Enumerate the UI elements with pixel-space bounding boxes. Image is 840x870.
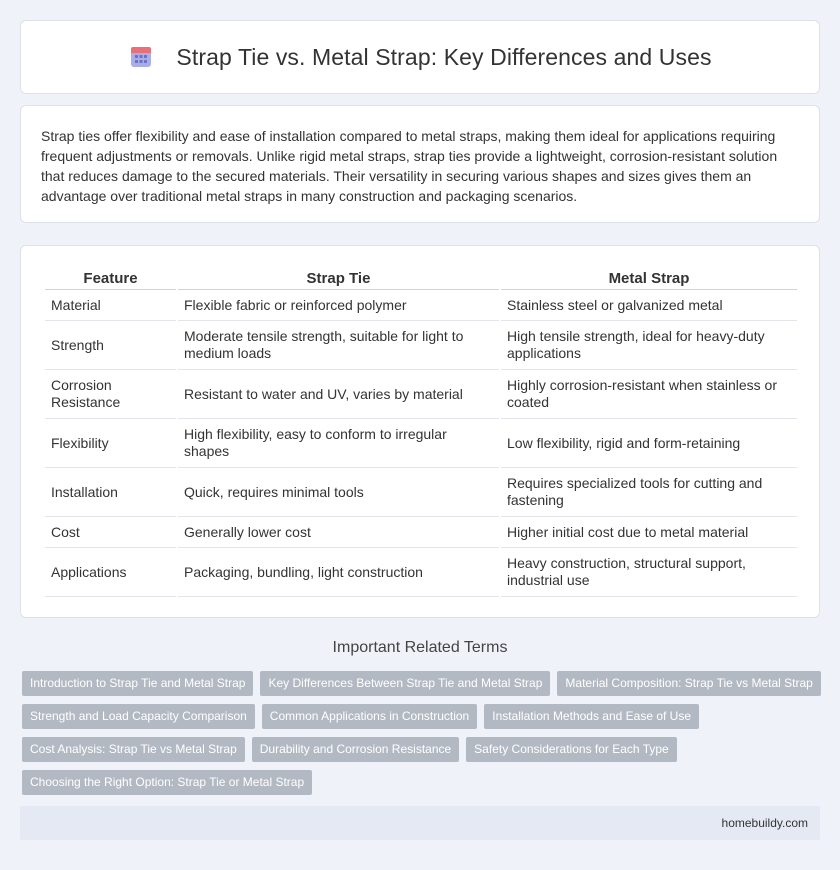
header-metal-strap: Metal Strap — [501, 266, 797, 290]
table-header-row — [45, 266, 797, 290]
table-cell: High tensile strength, ideal for heavy-duty applications — [501, 321, 797, 370]
table-cell: Strength — [45, 321, 176, 370]
table-cell: Flexibility — [45, 419, 176, 468]
table-cell: Stainless steel or galvanized metal — [501, 290, 797, 321]
footer — [20, 806, 820, 840]
calendar-grid-icon — [128, 44, 154, 70]
table-row — [45, 517, 797, 548]
related-tag[interactable]: Strength and Load Capacity Comparison — [22, 704, 255, 729]
table-cell: High flexibility, easy to conform to irregular shapes — [178, 419, 499, 468]
related-tag[interactable]: Durability and Corrosion Resistance — [252, 737, 459, 762]
table-cell: Highly corrosion-resistant when stainless or coated — [501, 370, 797, 419]
table-cell: Requires specialized tools for cutting and fastening — [501, 468, 797, 517]
table-cell: Heavy construction, structural support, industrial use — [501, 548, 797, 597]
header-feature: Feature — [45, 266, 176, 290]
comparison-table — [43, 266, 799, 597]
intro-card — [20, 105, 820, 223]
table-cell: Corrosion Resistance — [45, 370, 176, 419]
table-cell: Low flexibility, rigid and form-retaining — [501, 419, 797, 468]
header-card — [20, 20, 820, 94]
comparison-table-card — [20, 245, 820, 618]
related-tag[interactable]: Introduction to Strap Tie and Metal Strap — [22, 671, 253, 696]
table-cell: Higher initial cost due to metal material — [501, 517, 797, 548]
table-cell: Moderate tensile strength, suitable for light to medium loads — [178, 321, 499, 370]
related-terms-title: Important Related Terms — [332, 639, 508, 656]
table-cell: Resistant to water and UV, varies by material — [178, 370, 499, 419]
table-row — [45, 468, 797, 517]
related-tag[interactable]: Safety Considerations for Each Type — [466, 737, 677, 762]
related-tag[interactable]: Material Composition: Strap Tie vs Metal Strap — [557, 671, 820, 696]
related-tag[interactable]: Cost Analysis: Strap Tie vs Metal Strap — [22, 737, 245, 762]
table-cell: Material — [45, 290, 176, 321]
related-tag[interactable]: Installation Methods and Ease of Use — [484, 704, 699, 729]
table-row — [45, 548, 797, 597]
footer-site[interactable]: homebuildy.com — [721, 816, 808, 830]
related-tag[interactable]: Common Applications in Construction — [262, 704, 477, 729]
table-cell: Flexible fabric or reinforced polymer — [178, 290, 499, 321]
table-cell: Installation — [45, 468, 176, 517]
intro-text: Strap ties offer flexibility and ease of installation compared to metal straps, making them ideal for applications requiring frequent adjustments or removals. Unlike rigid metal straps, strap ties provide a lightweight, corrosion-resistant solution that reduces damage to the secured materials. Their versatility in securing various shapes and sizes gives them an advantage over traditional metal straps in many construction and packaging scenarios. — [41, 128, 778, 204]
table-cell: Cost — [45, 517, 176, 548]
related-tag[interactable]: Choosing the Right Option: Strap Tie or Metal Strap — [22, 770, 312, 795]
table-cell: Applications — [45, 548, 176, 597]
related-terms-tags — [22, 671, 822, 795]
table-row — [45, 370, 797, 419]
page-title: Strap Tie vs. Metal Strap: Key Differences and Uses — [176, 43, 712, 70]
table-row — [45, 419, 797, 468]
table-cell: Quick, requires minimal tools — [178, 468, 499, 517]
table-cell: Packaging, bundling, light construction — [178, 548, 499, 597]
table-cell: Generally lower cost — [178, 517, 499, 548]
table-row — [45, 290, 797, 321]
table-row — [45, 321, 797, 370]
header-strap-tie: Strap Tie — [178, 266, 499, 290]
related-tag[interactable]: Key Differences Between Strap Tie and Metal Strap — [260, 671, 550, 696]
